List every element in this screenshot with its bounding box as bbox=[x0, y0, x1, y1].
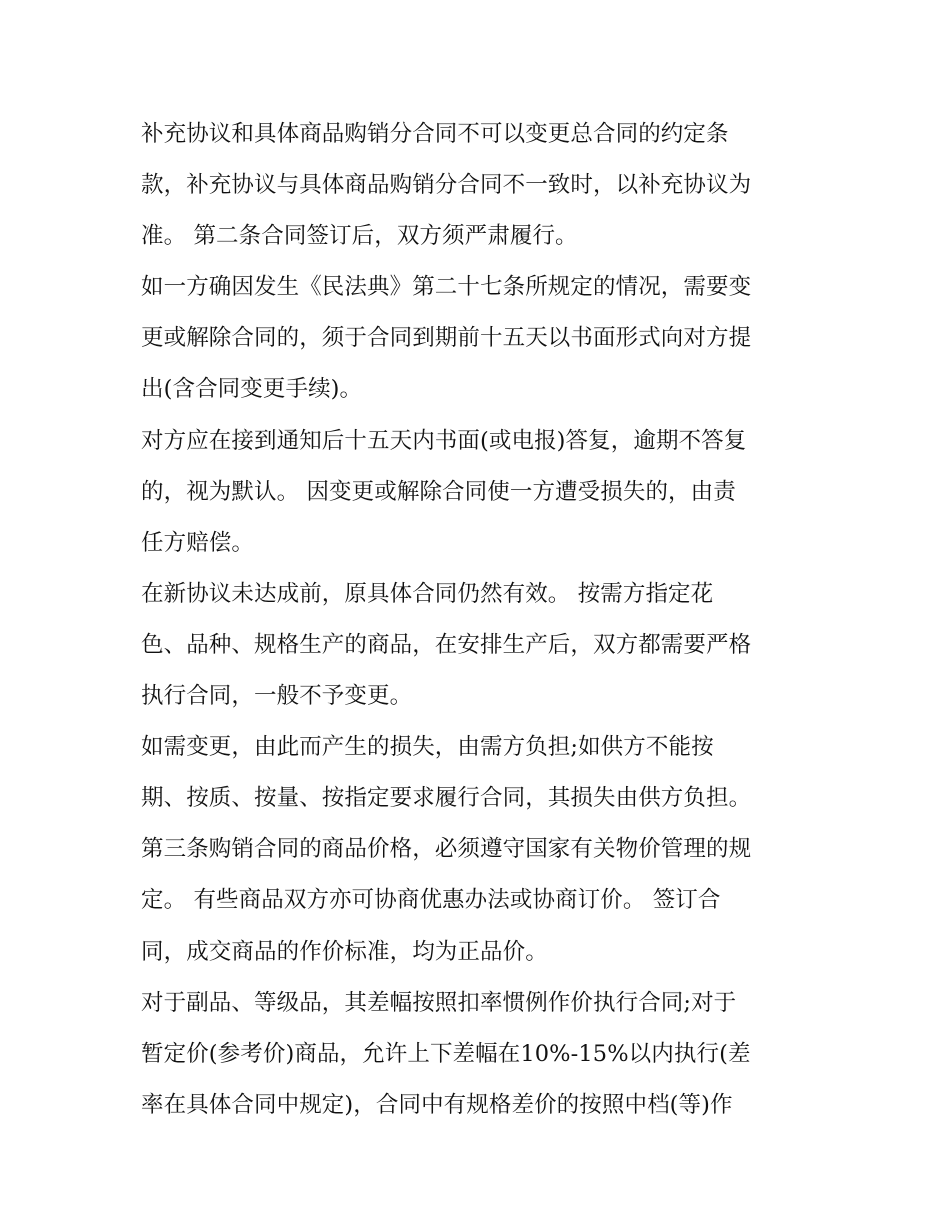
text-line-20: 率在具体合同中规定)，合同中有规格差价的按照中档(等)作 bbox=[141, 1091, 733, 1118]
text-line-19: 暂定价(参考价)商品，允许上下差幅在10%-15%以内执行(差 bbox=[141, 1040, 751, 1067]
text-line-7: 对方应在接到通知后十五天内书面(或电报)答复，逾期不答复 bbox=[141, 427, 747, 454]
text-line-13: 如需变更，由此而产生的损失，由需方负担;如供方不能按 bbox=[141, 734, 714, 761]
text-line-18: 对于副品、等级品，其差幅按照扣率惯例作价执行合同;对于 bbox=[141, 989, 737, 1016]
text-line-1: 补充协议和具体商品购销分合同不可以变更总合同的约定条 bbox=[141, 121, 729, 147]
text-line-9: 任方赔偿。 bbox=[141, 529, 255, 556]
text-line-8: 的，视为默认。 因变更或解除合同使一方遭受损失的，由责 bbox=[141, 478, 736, 505]
document-body bbox=[141, 109, 841, 1131]
text-line-12: 执行合同，一般不予变更。 bbox=[141, 683, 413, 710]
text-line-16: 定。 有些商品双方亦可协商优惠办法或协商订价。 签订合 bbox=[141, 887, 721, 914]
text-line-15: 第三条购销合同的商品价格，必须遵守国家有关物价管理的规 bbox=[141, 836, 752, 863]
text-line-17: 同，成交商品的作价标准，均为正品价。 bbox=[141, 938, 548, 965]
text-line-3: 准。 第二条合同签订后，双方须严肃履行。 bbox=[141, 223, 578, 250]
text-line-2: 款，补充协议与具体商品购销分合同不一致时，以补充协议为 bbox=[141, 172, 752, 199]
text-line-11: 色、品种、规格生产的商品，在安排生产后，双方都需要严格 bbox=[141, 631, 752, 658]
text-line-4: 如一方确因发生《民法典》第二十七条所规定的情况，需要变 bbox=[141, 274, 752, 301]
text-line-6: 出(含合同变更手续)。 bbox=[141, 376, 363, 403]
text-line-10: 在新协议未达成前，原具体合同仍然有效。 按需方指定花 bbox=[141, 580, 714, 607]
text-line-14: 期、按质、按量、按指定要求履行合同，其损失由供方负担。 bbox=[141, 785, 752, 812]
text-line-5: 更或解除合同的，须于合同到期前十五天以书面形式向对方提 bbox=[141, 325, 752, 352]
